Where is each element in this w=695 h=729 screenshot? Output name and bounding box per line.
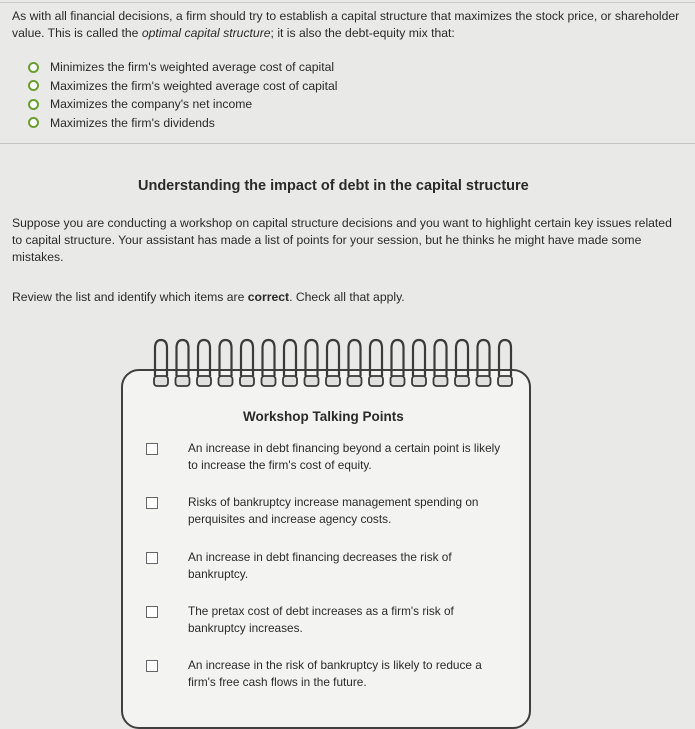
item-text: An increase in debt financing beyond a certain point is likely to increase the firm's cost of equity. (188, 441, 501, 472)
checkbox[interactable] (146, 606, 158, 618)
option-label: Maximizes the firm's weighted average cost of capital (50, 78, 338, 93)
radio-button[interactable] (28, 80, 39, 91)
binding-hole (176, 376, 190, 386)
checklist-item[interactable] (146, 657, 506, 691)
binding-hole (283, 376, 297, 386)
binding-ring (499, 340, 511, 376)
binding-hole (369, 376, 383, 386)
section-divider (0, 143, 695, 144)
answer-options (28, 58, 338, 132)
checkbox[interactable] (146, 552, 158, 564)
binding-ring (198, 340, 210, 376)
binding-ring (370, 340, 382, 376)
binding-ring (155, 340, 167, 376)
notebook-title: Workshop Talking Points (243, 409, 404, 424)
binding-ring (327, 340, 339, 376)
radio-button[interactable] (28, 117, 39, 128)
binding-ring (263, 340, 275, 376)
binding-ring (456, 340, 468, 376)
scenario-paragraph: Suppose you are conducting a workshop on capital structure decisions and you want to highlight certain key issues related to capital structure. Your assistant has made a list of points for your session, but he thinks he might have made some mistakes. (12, 216, 672, 264)
option-minimizes-wacc[interactable] (28, 58, 338, 77)
binding-hole (391, 376, 405, 386)
binding-hole (326, 376, 340, 386)
binding-ring (392, 340, 404, 376)
binding-hole (455, 376, 469, 386)
question-intro: As with all financial decisions, a firm should try to establish a capital structure that maximizes the stock price, or shareholder value. This is called the optimal capital structure; it is also the debt-equity mix that: (12, 9, 680, 40)
binding-ring (349, 340, 361, 376)
option-label: Maximizes the company's net income (50, 97, 253, 112)
binding-hole (219, 376, 233, 386)
binding-hole (154, 376, 168, 386)
binding-hole (240, 376, 254, 386)
binding-hole (498, 376, 512, 386)
binding-ring (241, 340, 253, 376)
binding-hole (412, 376, 426, 386)
instruction-paragraph: Review the list and identify which items are correct. Check all that apply. (12, 290, 405, 304)
checkbox[interactable] (146, 497, 158, 509)
top-border (0, 2, 695, 3)
spiral-binding-icon (151, 338, 531, 398)
checkbox[interactable] (146, 443, 158, 455)
binding-hole (434, 376, 448, 386)
binding-hole (348, 376, 362, 386)
item-text: An increase in debt financing decreases the risk of bankruptcy. (188, 550, 452, 581)
binding-ring (478, 340, 490, 376)
checkbox[interactable] (146, 660, 158, 672)
binding-hole (197, 376, 211, 386)
option-maximizes-wacc[interactable] (28, 77, 338, 96)
binding-ring (413, 340, 425, 376)
option-maximizes-dividends[interactable] (28, 114, 338, 133)
radio-button[interactable] (28, 99, 39, 110)
checklist-item[interactable] (146, 603, 506, 637)
binding-hole (262, 376, 276, 386)
binding-ring (220, 340, 232, 376)
item-text: An increase in the risk of bankruptcy is likely to reduce a firm's free cash flows in the future. (188, 658, 482, 689)
checklist-item[interactable] (146, 494, 506, 528)
binding-ring (177, 340, 189, 376)
option-maximizes-net-income[interactable] (28, 95, 338, 114)
option-label: Maximizes the firm's dividends (50, 115, 215, 130)
item-text: The pretax cost of debt increases as a firm's risk of bankruptcy increases. (188, 604, 454, 635)
checklist-item[interactable] (146, 440, 506, 474)
radio-button[interactable] (28, 62, 39, 73)
binding-ring (284, 340, 296, 376)
binding-ring (306, 340, 318, 376)
binding-hole (477, 376, 491, 386)
binding-ring (435, 340, 447, 376)
item-text: Risks of bankruptcy increase management spending on perquisites and increase agency costs. (188, 495, 479, 526)
option-label: Minimizes the firm's weighted average cost of capital (50, 60, 335, 75)
checklist-item[interactable] (146, 549, 506, 583)
binding-hole (305, 376, 319, 386)
section-title: Understanding the impact of debt in the capital structure (138, 178, 529, 194)
